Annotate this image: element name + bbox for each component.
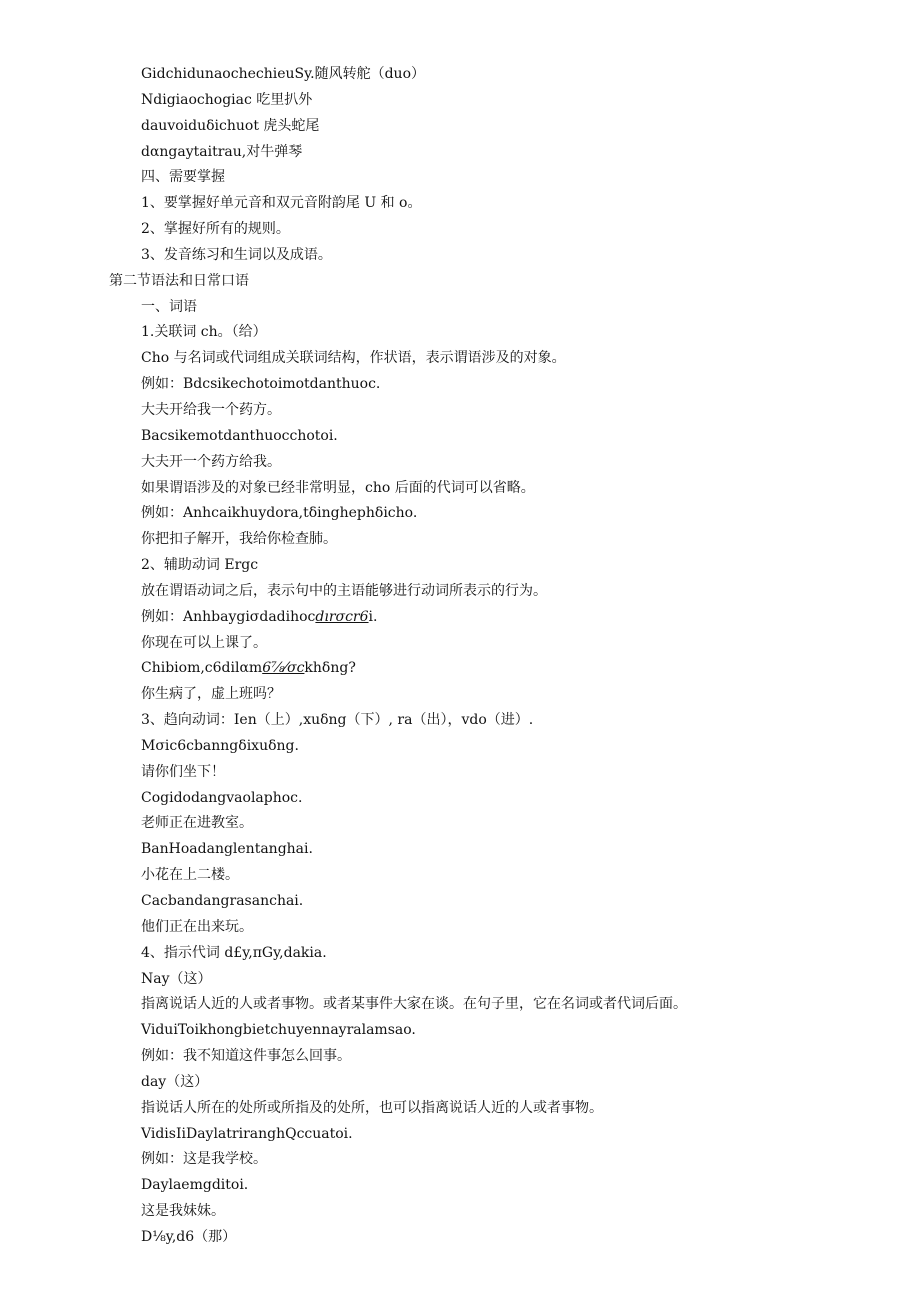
line-text: Daylaemgditoi. — [141, 1177, 249, 1194]
text-line — [0, 889, 920, 915]
line-text: 四、需要掌握 — [141, 169, 225, 186]
line-text-tail: i. — [368, 608, 378, 625]
text-line — [0, 605, 920, 631]
line-text: Mσic6cbanngδixuδng. — [141, 737, 299, 754]
line-text: 例如：这是我学校。 — [141, 1151, 267, 1168]
text-line — [0, 1147, 920, 1173]
text-line — [0, 1122, 920, 1148]
line-text: 例如：我不知道这件事怎么回事。 — [141, 1048, 351, 1065]
text-line — [0, 243, 920, 269]
text-line — [0, 1199, 920, 1225]
text-line — [0, 295, 920, 321]
underlined-text: dırσcr6 — [315, 608, 369, 625]
line-text: 指说话人所在的处所或所指及的处所，也可以指离说话人近的人或者事物。 — [141, 1099, 603, 1116]
text-line — [0, 501, 920, 527]
underlined-text: 6⅞⁄σc — [262, 660, 305, 677]
line-text: BanHoadanglentanghai. — [141, 841, 313, 858]
text-line — [0, 656, 920, 682]
line-text: 这是我妹妹。 — [141, 1203, 225, 1220]
line-text-tail: khδng? — [304, 660, 356, 677]
text-line — [0, 191, 920, 217]
line-text: 例如：Bdcsikechotoimotdanthuoc. — [141, 376, 381, 393]
section-heading — [0, 269, 920, 295]
line-text: Cho 与名词或代词组成关联词结构，作状语，表示谓语涉及的对象。 — [141, 350, 566, 367]
line-text: 1、要掌握好单元音和双元音附韵尾 U 和 o。 — [141, 195, 422, 212]
text-line — [0, 915, 920, 941]
line-text: 如果谓语涉及的对象已经非常明显，cho 后面的代词可以省略。 — [141, 479, 535, 496]
line-text: 例如：Anhcaikhuydora,tδinghephδicho. — [141, 505, 418, 522]
line-text: 他们正在出来玩。 — [141, 918, 253, 935]
line-text: 4、指示代词 d£y,πGy,dakia. — [141, 944, 327, 961]
line-text: 3、发音练习和生词以及成语。 — [141, 246, 332, 263]
text-line — [0, 346, 920, 372]
line-text: dauvoiduδichuot 虎头蛇尾 — [141, 117, 320, 134]
line-text: Bacsikemotdanthuocchotoi. — [141, 427, 338, 444]
text-line — [0, 682, 920, 708]
text-line — [0, 450, 920, 476]
line-text: Nay（这） — [141, 970, 212, 987]
text-line — [0, 1096, 920, 1122]
text-line — [0, 553, 920, 579]
text-line — [0, 941, 920, 967]
line-text: Cacbandangrasanchai. — [141, 893, 304, 909]
line-text: Chibiom,c6dilαm — [141, 660, 263, 677]
line-text: 3、趋向动词：Ien（上）,xuδng（下）, ra（出），vdo（进）. — [141, 712, 534, 729]
text-line — [0, 1173, 920, 1199]
text-line — [0, 165, 920, 191]
text-line — [0, 760, 920, 786]
line-text: 你把扣子解开，我给你检查肺。 — [141, 531, 337, 548]
line-text: Cogidodangvaolaphoc. — [141, 789, 303, 806]
line-text: 请你们坐下！ — [141, 763, 225, 780]
text-line — [0, 786, 920, 812]
line-text: 一、词语 — [141, 298, 197, 315]
line-text: 例如：Anhbaygiσdadihoc — [141, 608, 316, 625]
text-line — [0, 1225, 920, 1251]
text-line — [0, 1070, 920, 1096]
text-line — [0, 708, 920, 734]
text-line — [0, 967, 920, 993]
text-line — [0, 476, 920, 502]
text-line — [0, 424, 920, 450]
text-line — [0, 837, 920, 863]
text-line — [0, 217, 920, 243]
line-text: dαngaytaitrau,对牛弹琴 — [141, 143, 303, 160]
text-line — [0, 140, 920, 166]
text-line — [0, 992, 920, 1018]
line-text: 2、掌握好所有的规则。 — [141, 221, 290, 238]
text-line — [0, 811, 920, 837]
text-line — [0, 1018, 920, 1044]
line-text: 1.关联词 ch。（给） — [141, 324, 267, 341]
line-text: VidisIiDaylatriranghQccuatoi. — [141, 1125, 353, 1142]
text-line — [0, 527, 920, 553]
line-text: 放在谓语动词之后，表示句中的主语能够进行动词所表示的行为。 — [141, 582, 547, 599]
text-line — [0, 62, 920, 88]
line-text: 2、辅助动词 Ergc — [141, 557, 259, 574]
line-text: 指离说话人近的人或者事物。或者某事件大家在谈。在句子里，它在名词或者代词后面。 — [141, 996, 687, 1013]
line-text: 你现在可以上课了。 — [141, 634, 267, 651]
line-text: day（这） — [141, 1073, 209, 1090]
document-page — [0, 62, 920, 1251]
line-text: Ndigiaochogiac 吃里扒外 — [141, 91, 313, 108]
line-text: 大夫开给我一个药方。 — [141, 401, 281, 418]
text-line — [0, 320, 920, 346]
text-line — [0, 863, 920, 889]
line-text: 老师正在进教室。 — [141, 815, 253, 832]
line-text: GidchidunaochechieuSy.随风转舵（duo） — [141, 66, 426, 82]
text-line — [0, 88, 920, 114]
text-line — [0, 631, 920, 657]
line-text: 小花在上二楼。 — [141, 867, 239, 884]
line-text: 大夫开一个药方给我。 — [141, 453, 281, 470]
text-line — [0, 372, 920, 398]
text-line — [0, 579, 920, 605]
line-text: ViduiToikhongbietchuyennayralamsao. — [141, 1022, 416, 1039]
text-line — [0, 734, 920, 760]
line-text: D⅛y,d6（那） — [141, 1228, 237, 1245]
line-text: 第二节语法和日常口语 — [109, 272, 249, 289]
text-line — [0, 398, 920, 424]
text-line — [0, 114, 920, 140]
line-text: 你生病了，虚上班吗？ — [141, 686, 281, 703]
text-line — [0, 1044, 920, 1070]
